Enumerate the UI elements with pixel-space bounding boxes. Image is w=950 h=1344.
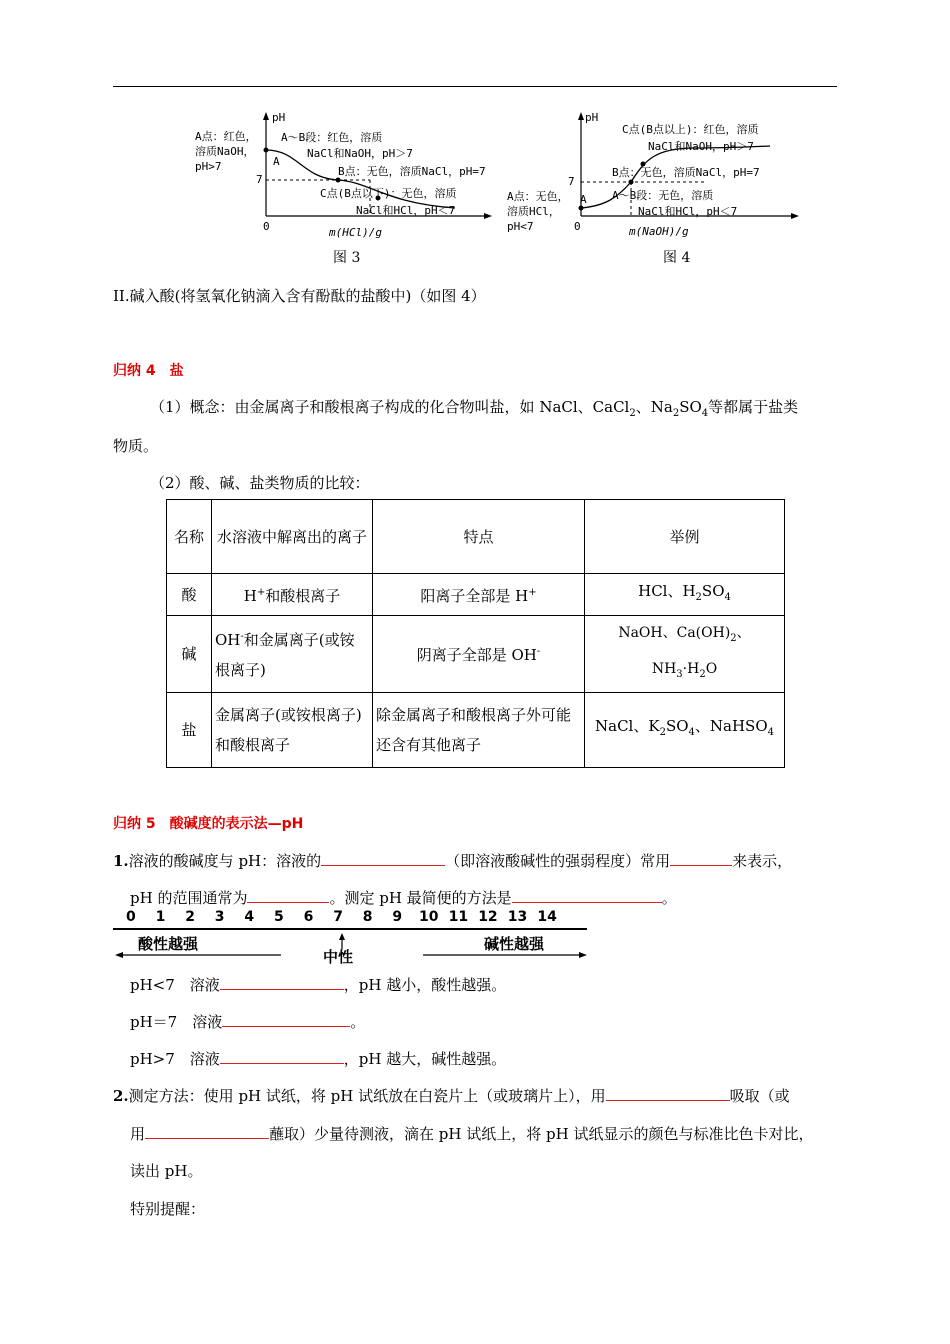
blank-ph[interactable] — [670, 850, 732, 866]
salt-ex-sub4b: 4 — [767, 727, 774, 739]
q1-text-b: 溶液的酸碱度与 pH：溶液的 — [128, 852, 322, 870]
base-ex-c: 、NH — [651, 625, 751, 677]
q1-text-d: 来表示， — [732, 852, 793, 870]
base-feature-text: 阴离子全部是 OH — [416, 646, 537, 665]
blank-eq7[interactable] — [222, 1011, 350, 1027]
fig3-caption: 图 3 — [333, 250, 361, 266]
fig3-ann-a2: 溶质NaOH， — [195, 145, 255, 158]
fig3-ann-b: B点：无色，溶质NaCl，pH=7 — [338, 165, 486, 178]
special-note: 特别提醒： — [130, 1200, 206, 1218]
lt7-text: ，pH 越小，酸性越强。 — [343, 976, 507, 994]
scale-tick-label: 0 — [126, 909, 136, 925]
row-base-feature — [373, 616, 585, 693]
fig4-ann-ab1: A～B段：无色，溶质 — [612, 189, 714, 202]
fig4-a-note — [507, 189, 569, 234]
salt-ex-b: SO — [665, 717, 689, 736]
fig4-ann-a3: pH<7 — [507, 220, 534, 233]
q2-text-b: 测定方法：使用 pH 试纸，将 pH 试纸放在白瓷片上（或玻璃片上），用 — [128, 1087, 606, 1105]
scale-tick-label: 8 — [362, 909, 373, 925]
fig4-caption: 图 4 — [663, 250, 691, 266]
salt-ex-sub2: 2 — [659, 727, 666, 739]
ph-lt7-line — [130, 974, 506, 995]
fig3-ann-c2: NaCl和HCl，pH＜7 — [356, 204, 456, 217]
fig4-ann-c2: NaCl和NaOH，pH＞7 — [648, 140, 754, 153]
row-salt-name: 盐 — [167, 692, 212, 767]
sub-2b: 2 — [672, 408, 680, 419]
salt-ex-c: 、NaHSO — [694, 717, 768, 736]
concept-paragraph-2: 物质。 — [113, 437, 159, 455]
table-row — [167, 574, 785, 616]
comparison-table — [166, 499, 785, 768]
fig3-a-note — [195, 129, 257, 174]
fig3-ylabel: pH — [272, 111, 286, 124]
acid-ex-a: HCl、H — [638, 582, 696, 600]
row-salt-example — [585, 692, 785, 767]
row-salt-feature: 除金属离子和酸根离子外可能还含有其他离子 — [373, 692, 585, 767]
base-ex-e: O — [705, 660, 718, 677]
q2-text-c: 吸取（或 — [729, 1087, 790, 1105]
sup-plus: + — [256, 587, 266, 598]
scale-tick-label: 13 — [507, 909, 528, 925]
blank-acidity[interactable] — [321, 850, 445, 866]
section2-line: II.碱入酸(将氢氧化钠滴入含有酚酞的盐酸中)（如图 4） — [113, 287, 486, 305]
scale-tick-label: 2 — [185, 909, 195, 925]
scale-tick-label: 4 — [244, 909, 255, 925]
q1-line2 — [130, 887, 677, 908]
fig4-ann-b: B点：无色，溶质NaCl，pH=7 — [612, 166, 760, 179]
row-base-example — [585, 616, 785, 693]
scale-tick-label: 14 — [537, 909, 557, 925]
compare-intro: （2）酸、碱、盐类物质的比较： — [150, 474, 370, 492]
acid-ion-text: 和酸根离子 — [265, 587, 341, 605]
q1-text-e: pH 的范围通常为 — [130, 889, 248, 907]
q1-line1 — [113, 850, 792, 871]
blank-method[interactable] — [512, 887, 662, 903]
fig4-ann-a1: A点：无色， — [507, 190, 569, 203]
fig3-ann-a3: pH>7 — [195, 160, 222, 173]
blank-gt7[interactable] — [220, 1048, 344, 1064]
q2-line1 — [113, 1085, 790, 1106]
fig3-ann-ab1: A～B段：红色，溶质 — [281, 131, 383, 144]
acid-feature-text: 阳离子全部是 H — [420, 587, 529, 605]
base-ex-d: ·H — [682, 660, 700, 677]
ph-gt7-line — [130, 1048, 506, 1069]
q2-number: 2. — [113, 1087, 129, 1105]
fig4-ylabel: pH — [585, 111, 599, 124]
blank-dip[interactable] — [145, 1123, 269, 1139]
scale-tick-label: 1 — [155, 909, 166, 925]
fig3-ann-c1: C点(B点以下)：无色，溶质 — [320, 187, 457, 200]
table-row — [167, 616, 785, 693]
concept-text-3: SO — [679, 398, 702, 416]
acid-ex-sub4: 4 — [724, 592, 731, 603]
q2-text-d: 用 — [130, 1125, 146, 1143]
sub-4: 4 — [701, 408, 709, 419]
scale-neutral-label: 中性 — [323, 948, 354, 966]
sup-minus-2: - — [536, 646, 541, 658]
ph-eq7-line — [130, 1011, 365, 1032]
q2-text-e: 蘸取）少量待测液，滴在 pH 试纸上，将 pH 试纸显示的颜色与标准比色卡对比， — [269, 1125, 814, 1143]
gt7-text: ，pH 越大，碱性越强。 — [343, 1050, 507, 1068]
fig3-point-a: A — [273, 155, 280, 168]
eq7-label: pH＝7 溶液 — [130, 1013, 223, 1031]
base-ex-sub2: 2 — [730, 632, 737, 644]
q2-line2 — [130, 1123, 813, 1144]
blank-lt7[interactable] — [220, 974, 344, 990]
scale-tick-label: 7 — [333, 909, 343, 925]
acid-ex-b: SO — [701, 582, 725, 600]
row-acid-ion — [212, 574, 373, 616]
q1-number: 1. — [113, 852, 129, 870]
row-base-ion — [212, 616, 373, 693]
q1-text-c: （即溶液酸碱性的强弱程度）常用 — [445, 852, 671, 870]
table-row — [167, 692, 785, 767]
row-acid-example — [585, 574, 785, 616]
salt-ex-a: NaCl、K — [595, 717, 660, 736]
header-rule — [113, 86, 837, 87]
sub-2a: 2 — [629, 408, 636, 419]
th-ion: 水溶液中解离出的离子 — [212, 500, 373, 574]
base-ex-sub2b: 2 — [699, 668, 706, 680]
fig3-origin: 0 — [263, 220, 270, 233]
acid-ex-sub2: 2 — [695, 592, 702, 603]
base-ex-sub3: 3 — [676, 668, 683, 680]
fig4-ann-c1: C点(B点以上)：红色，溶质 — [622, 123, 759, 136]
eq7-text: 。 — [350, 1013, 366, 1031]
fig4-ann-ab2: NaCl和HCl，pH＜7 — [638, 205, 738, 218]
scale-tick-label: 3 — [214, 909, 225, 925]
base-ion-text: 和金属离子(或铵根离子) — [215, 631, 355, 680]
q1-text-f: 。测定 pH 最简便的方法是 — [329, 889, 512, 907]
scale-tick-label: 9 — [392, 909, 403, 925]
scale-tick-label: 5 — [274, 909, 284, 925]
scale-tick-label: 10 — [419, 909, 439, 925]
fig3-ann-ab2: NaCl和NaOH，pH＞7 — [307, 147, 413, 160]
fig3-ann-a1: A点：红色， — [195, 130, 257, 143]
scale-tick-label: 6 — [303, 909, 314, 925]
concept-paragraph — [150, 397, 798, 424]
concept-text-4: 等都属于盐类 — [708, 398, 799, 416]
fig4-origin: 0 — [574, 220, 581, 233]
concept-text-1: （1）概念：由金属离子和酸根离子构成的化合物叫盐，如 NaCl、CaCl — [150, 398, 630, 416]
fig4-tick-7: 7 — [568, 175, 575, 188]
heading-guina-4: 归纳 4 盐 — [113, 363, 184, 379]
row-acid-feature — [373, 574, 585, 616]
row-acid-name: 酸 — [167, 574, 212, 616]
fig4-xlabel: m(NaOH)/g — [629, 225, 689, 238]
sup-plus-2: + — [528, 587, 537, 598]
gt7-label: pH>7 溶液 — [130, 1050, 220, 1068]
q2-line3: 读出 pH。 — [130, 1162, 203, 1180]
lt7-label: pH<7 溶液 — [130, 976, 220, 994]
th-example: 举例 — [585, 500, 785, 574]
scale-base-label: 碱性越强 — [484, 935, 545, 953]
sup-minus: - — [240, 631, 244, 643]
base-ex-a: NaOH、Ca(OH) — [618, 625, 731, 641]
h-symbol: H — [243, 587, 257, 605]
blank-absorb[interactable] — [606, 1085, 730, 1101]
fig4-ann-a2: 溶质HCl， — [507, 205, 560, 218]
q1-text-g: 。 — [661, 889, 677, 907]
table-header-row — [167, 500, 785, 574]
scale-tick-label: 12 — [478, 909, 498, 925]
concept-text-2: 、Na — [635, 398, 673, 416]
fig3-tick-7: 7 — [256, 173, 263, 186]
fig3-xlabel: m(HCl)/g — [329, 226, 382, 239]
scale-acid-label: 酸性越强 — [138, 935, 199, 953]
base-ion-oh: OH — [215, 631, 241, 650]
th-feature: 特点 — [373, 500, 585, 574]
row-salt-ion: 金属离子(或铵根离子)和酸根离子 — [212, 692, 373, 767]
salt-ex-sub4: 4 — [688, 727, 695, 739]
fig4-point-a: A — [580, 193, 587, 206]
heading-guina-5: 归纳 5 酸碱度的表示法—pH — [113, 816, 304, 832]
row-base-name: 碱 — [167, 616, 212, 693]
scale-tick-label: 11 — [448, 909, 469, 925]
blank-range[interactable] — [247, 887, 329, 903]
th-name: 名称 — [167, 500, 212, 574]
